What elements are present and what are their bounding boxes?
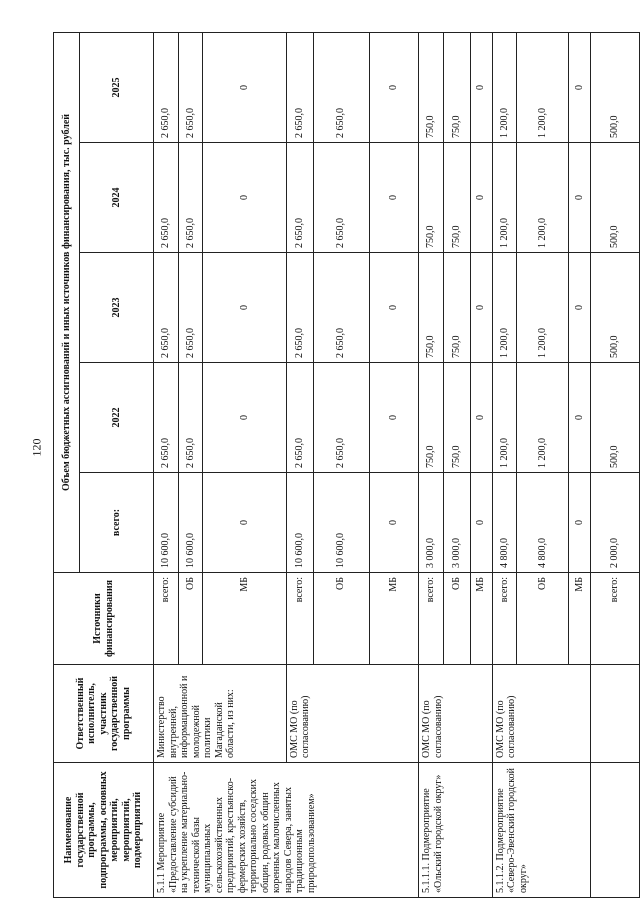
header-volume: Объем бюджетных ассигнований и иных источников финансирования, тыс. рублей — [54, 32, 80, 572]
cell-total: 0 — [470, 473, 492, 573]
cell-total: 0 — [369, 473, 418, 573]
cell-2024: 750,0 — [419, 143, 444, 253]
cell-2022: 0 — [203, 363, 286, 473]
cell-2023: 1 200,0 — [492, 253, 517, 363]
header-total: всего: — [80, 473, 154, 573]
cell-total: 10 600,0 — [313, 473, 369, 573]
cell-total: 0 — [203, 473, 286, 573]
cell-total: 10 600,0 — [286, 473, 313, 573]
header-2025: 2025 — [80, 32, 154, 142]
cell-source: МБ — [568, 573, 590, 665]
page-number: 120 — [29, 438, 44, 457]
cell-source: ОБ — [178, 573, 203, 665]
cell-total: 10 600,0 — [154, 473, 179, 573]
cell-total: 4 800,0 — [517, 473, 569, 573]
row-executor: ОМС МО (по согласованию) — [419, 665, 493, 763]
cell-source: всего: — [154, 573, 179, 665]
cell-2022: 750,0 — [443, 363, 470, 473]
row-name — [590, 763, 639, 898]
cell-2024: 2 650,0 — [313, 143, 369, 253]
header-name: Наименование государственной программы, подпрограммы, основных мероприятий, мероприятий, подмероприятий — [54, 763, 154, 898]
cell-2025: 0 — [568, 32, 590, 142]
cell-2022: 2 650,0 — [154, 363, 179, 473]
cell-2025: 500,0 — [590, 32, 639, 142]
cell-2024: 0 — [203, 143, 286, 253]
cell-2022: 1 200,0 — [492, 363, 517, 473]
cell-2025: 0 — [470, 32, 492, 142]
cell-2023: 0 — [203, 253, 286, 363]
cell-2024: 2 650,0 — [154, 143, 179, 253]
cell-2022: 750,0 — [419, 363, 444, 473]
table-row — [590, 32, 639, 897]
cell-total: 2 000,0 — [590, 473, 639, 573]
cell-2023: 750,0 — [419, 253, 444, 363]
cell-2022: 0 — [470, 363, 492, 473]
cell-source: МБ — [369, 573, 418, 665]
cell-2022: 0 — [568, 363, 590, 473]
row-executor — [590, 665, 639, 763]
cell-2024: 500,0 — [590, 143, 639, 253]
table-row — [419, 32, 444, 897]
cell-2022: 1 200,0 — [517, 363, 569, 473]
cell-2025: 0 — [203, 32, 286, 142]
cell-total: 0 — [568, 473, 590, 573]
cell-2023: 0 — [568, 253, 590, 363]
cell-2022: 0 — [369, 363, 418, 473]
cell-2023: 2 650,0 — [286, 253, 313, 363]
row-name: 5.1.1.1. Подмероприятие «Ольский городской округ» — [419, 763, 493, 898]
cell-2025: 1 200,0 — [517, 32, 569, 142]
cell-2025: 0 — [369, 32, 418, 142]
cell-source: всего: — [590, 573, 639, 665]
row-executor: ОМС МО (по согласованию) — [492, 665, 590, 763]
cell-2025: 750,0 — [419, 32, 444, 142]
cell-2025: 2 650,0 — [178, 32, 203, 142]
cell-2022: 2 650,0 — [178, 363, 203, 473]
cell-source: ОБ — [313, 573, 369, 665]
row-name: 5.1.1 Мероприятие «Предоставление субсидий на укрепление материально-технической базы муниципальных сельскохозяйственных предприятий, крестьянско-фермерских хозяйств, территориально соседских общин, родовых общин коренных малочисленных народов Севера, занятых традиционным природопользованием» — [154, 763, 419, 898]
header-row — [54, 32, 80, 897]
cell-2023: 1 200,0 — [517, 253, 569, 363]
row-executor: ОМС МО (по согласованию) — [286, 665, 419, 763]
cell-total: 3 000,0 — [443, 473, 470, 573]
header-2023: 2023 — [80, 253, 154, 363]
cell-source: всего: — [492, 573, 517, 665]
cell-2025: 2 650,0 — [286, 32, 313, 142]
cell-2024: 1 200,0 — [517, 143, 569, 253]
cell-total: 3 000,0 — [419, 473, 444, 573]
cell-2025: 2 650,0 — [154, 32, 179, 142]
cell-source: МБ — [470, 573, 492, 665]
cell-2025: 2 650,0 — [313, 32, 369, 142]
cell-2022: 2 650,0 — [313, 363, 369, 473]
rotated-page — [53, 33, 640, 898]
cell-total: 4 800,0 — [492, 473, 517, 573]
header-2024: 2024 — [80, 143, 154, 253]
cell-2024: 0 — [568, 143, 590, 253]
header-2022: 2022 — [80, 363, 154, 473]
cell-2024: 0 — [470, 143, 492, 253]
table-row — [492, 32, 517, 897]
header-executor: Ответственный исполнитель, участник государственной программы — [54, 665, 154, 763]
cell-2025: 750,0 — [443, 32, 470, 142]
cell-2022: 2 650,0 — [286, 363, 313, 473]
cell-2024: 0 — [369, 143, 418, 253]
cell-source: всего: — [419, 573, 444, 665]
cell-source: всего: — [286, 573, 313, 665]
header-sources: Источники финансирования — [54, 573, 154, 665]
cell-2024: 1 200,0 — [492, 143, 517, 253]
cell-2024: 2 650,0 — [286, 143, 313, 253]
cell-total: 10 600,0 — [178, 473, 203, 573]
cell-2023: 2 650,0 — [154, 253, 179, 363]
cell-2023: 0 — [369, 253, 418, 363]
cell-2023: 2 650,0 — [178, 253, 203, 363]
cell-source: ОБ — [443, 573, 470, 665]
cell-source: ОБ — [517, 573, 569, 665]
cell-2024: 2 650,0 — [178, 143, 203, 253]
cell-2025: 1 200,0 — [492, 32, 517, 142]
financing-table — [53, 32, 640, 898]
cell-2023: 0 — [470, 253, 492, 363]
row-executor: Министерство внутренней, информационной и молодежной политики Магаданской области, из них: — [154, 665, 287, 763]
cell-2023: 2 650,0 — [313, 253, 369, 363]
cell-2024: 750,0 — [443, 143, 470, 253]
row-name: 5.1.1.2. Подмероприятие «Северо-Эвенский городской округ» — [492, 763, 590, 898]
cell-source: МБ — [203, 573, 286, 665]
cell-2023: 500,0 — [590, 253, 639, 363]
cell-2022: 500,0 — [590, 363, 639, 473]
cell-2023: 750,0 — [443, 253, 470, 363]
table-row — [154, 32, 179, 897]
